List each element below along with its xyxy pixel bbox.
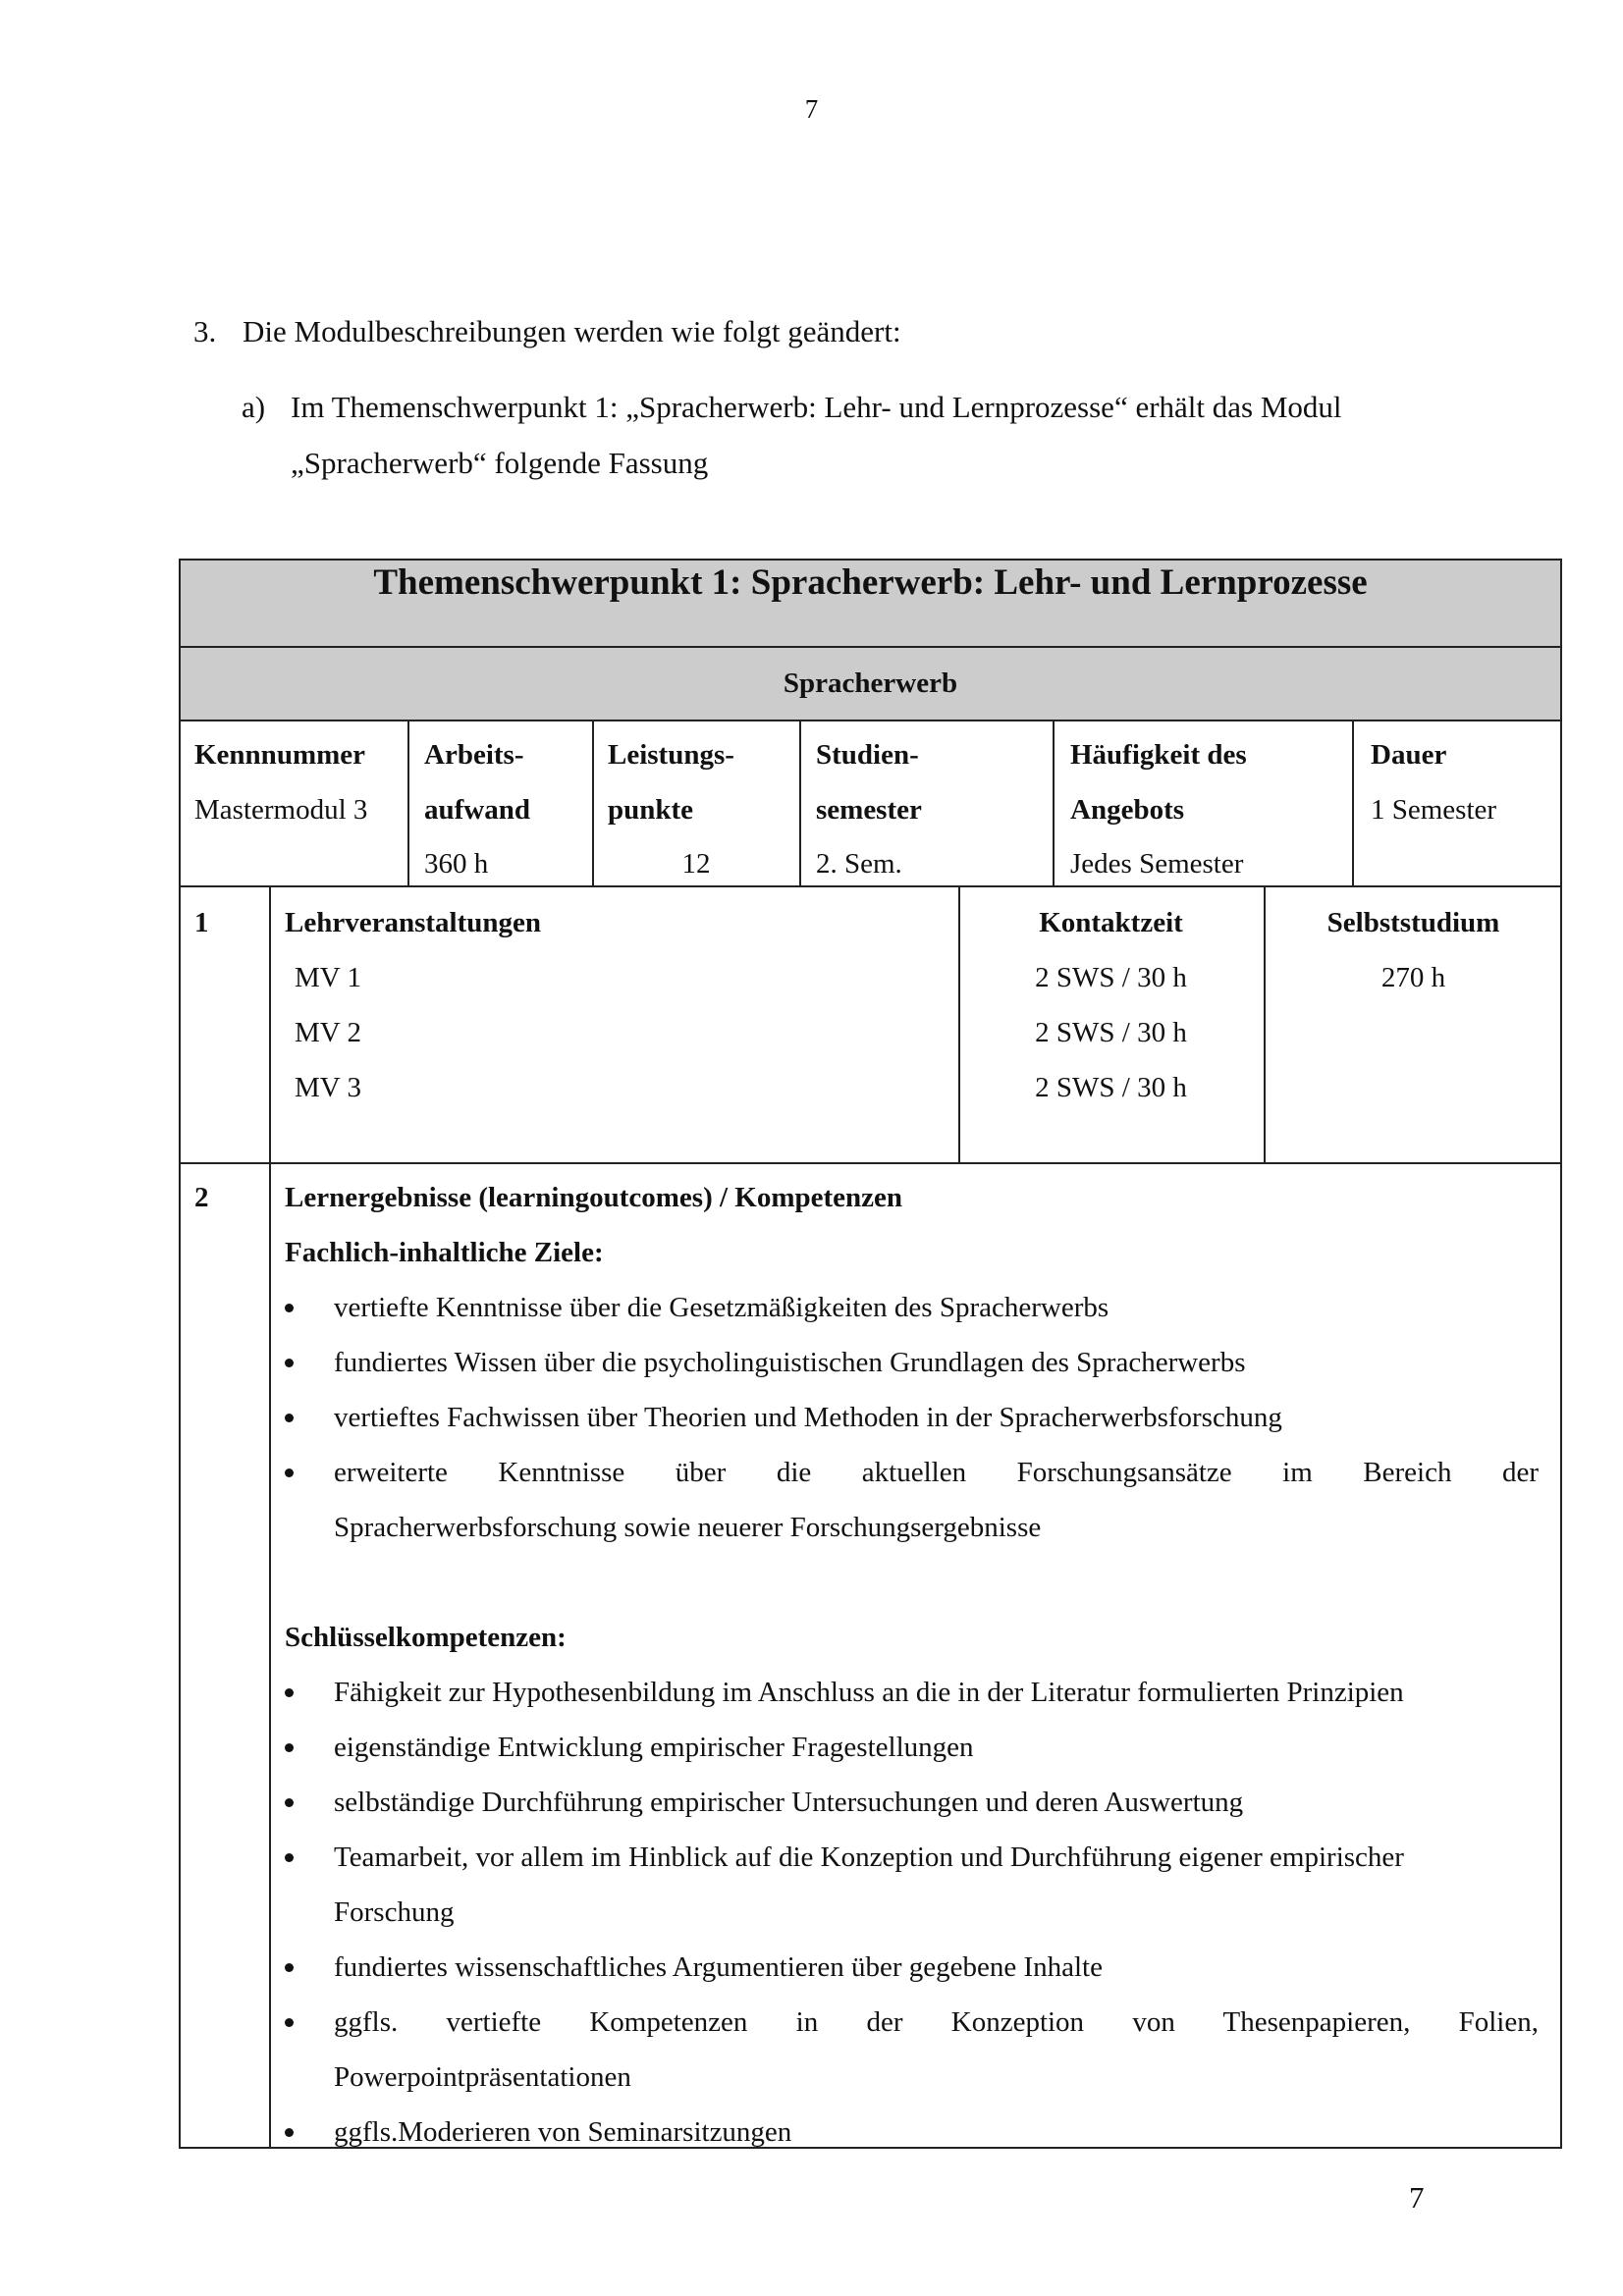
amendment-subitem-label: a) <box>242 390 266 424</box>
arbeitsaufwand-label-1: Arbeits- <box>424 739 524 771</box>
page-number-top: 7 <box>804 94 819 124</box>
selbststudium-value: 270 h <box>1380 962 1446 993</box>
dauer-value: 1 Semester <box>1371 794 1497 826</box>
list-item-text: fundiertes Wissen über die psycholinguistischen Grundlagen des Spracherwerbs <box>334 1347 1246 1378</box>
module-name: Spracherwerb <box>783 667 958 699</box>
divider <box>179 885 1562 887</box>
list-item-text: Fähigkeit zur Hypothesenbildung im Anschluss an die in der Literatur formulierten Prinzipien <box>334 1677 1404 1708</box>
course-name: MV 3 <box>295 1072 361 1103</box>
course-name: MV 1 <box>295 962 361 993</box>
bullet-icon <box>285 1359 294 1367</box>
bullet-icon <box>285 1743 294 1752</box>
course-kontaktzeit: 2 SWS / 30 h <box>1035 1017 1187 1048</box>
lernergebnisse-heading: Lernergebnisse (learningoutcomes) / Kompetenzen <box>285 1182 903 1213</box>
page-number-bottom: 7 <box>1409 2180 1425 2215</box>
bullet-icon <box>285 1963 294 1972</box>
bullet-icon <box>285 1304 294 1312</box>
bullet-icon <box>285 2128 294 2137</box>
kennnummer-label: Kennnummer <box>194 739 365 771</box>
amendment-subitem-text-line2: „Spracherwerb“ folgende Fassung <box>291 446 709 480</box>
list-item-text: selbständige Durchführung empirischer Untersuchungen und deren Auswertung <box>334 1787 1244 1818</box>
divider <box>407 720 409 886</box>
bullet-icon <box>285 2018 294 2027</box>
section-1-number: 1 <box>194 907 209 938</box>
divider <box>799 720 801 886</box>
list-item-text: Forschung <box>334 1896 455 1928</box>
fachlich-heading: Fachlich-inhaltliche Ziele: <box>285 1237 604 1268</box>
module-title: Themenschwerpunkt 1: Spracherwerb: Lehr- und Lernprozesse <box>373 562 1368 603</box>
selbststudium-label: Selbststudium <box>1326 907 1500 938</box>
bullet-icon <box>285 1688 294 1697</box>
list-item-text: vertiefte Kenntnisse über die Gesetzmäßigkeiten des Spracherwerbs <box>334 1292 1109 1323</box>
studiensemester-label-1: Studien- <box>816 739 919 771</box>
dauer-label: Dauer <box>1371 739 1447 771</box>
leistungspunkte-value: 12 <box>681 848 711 880</box>
list-item-text: ggfls.Moderieren von Seminarsitzungen <box>334 2116 792 2148</box>
divider <box>1352 720 1354 886</box>
haeufigkeit-value: Jedes Semester <box>1070 848 1244 880</box>
list-item-text: erweiterte Kenntnisse über die aktuellen Forschungsansätze im Bereich der <box>334 1457 1539 1488</box>
schluessel-heading: Schlüsselkompetenzen: <box>285 1622 567 1653</box>
arbeitsaufwand-label-2: aufwand <box>424 794 530 826</box>
kennnummer-value: Mastermodul 3 <box>194 794 368 826</box>
list-item-text: Powerpointpräsentationen <box>334 2061 631 2093</box>
divider <box>1053 720 1055 886</box>
divider <box>269 885 271 2149</box>
course-kontaktzeit: 2 SWS / 30 h <box>1035 962 1187 993</box>
amendment-item-number: 3. <box>193 314 217 348</box>
amendment-item-text: Die Modulbeschreibungen werden wie folgt geändert: <box>243 314 901 348</box>
studiensemester-value: 2. Sem. <box>816 848 902 880</box>
leistungspunkte-label-2: punkte <box>608 794 694 826</box>
course-kontaktzeit: 2 SWS / 30 h <box>1035 1072 1187 1103</box>
amendment-subitem <box>242 388 1342 427</box>
course-name: MV 2 <box>295 1017 361 1048</box>
studiensemester-label-2: semester <box>816 794 922 826</box>
kontaktzeit-label: Kontaktzeit <box>1039 907 1183 938</box>
amendment-item <box>193 312 901 351</box>
arbeitsaufwand-value: 360 h <box>424 848 489 880</box>
list-item-text: fundiertes wissenschaftliches Argumentieren über gegebene Inhalte <box>334 1951 1103 1983</box>
list-item-text: eigenständige Entwicklung empirischer Fragestellungen <box>334 1732 974 1763</box>
list-item-text: Spracherwerbsforschung sowie neuerer Forschungsergebnisse <box>334 1512 1042 1543</box>
list-item-text: Teamarbeit, vor allem im Hinblick auf die Konzeption und Durchführung eigener empirischer <box>334 1842 1404 1873</box>
bullet-icon <box>285 1853 294 1862</box>
amendment-subitem-text-line1: Im Themenschwerpunkt 1: „Spracherwerb: Lehr- und Lernprozesse“ erhält das Modul <box>291 390 1342 424</box>
bullet-icon <box>285 1798 294 1807</box>
list-item-text: vertieftes Fachwissen über Theorien und Methoden in der Spracherwerbsforschung <box>334 1402 1282 1433</box>
section-2-number: 2 <box>194 1182 209 1213</box>
haeufigkeit-label-2: Angebots <box>1070 794 1185 826</box>
list-item-text: ggfls. vertiefte Kompetenzen in der Konzeption von Thesenpapieren, Folien, <box>334 2006 1539 2038</box>
divider <box>179 1162 1562 1164</box>
haeufigkeit-label-1: Häufigkeit des <box>1070 739 1247 771</box>
leistungspunkte-label-1: Leistungs- <box>608 739 734 771</box>
bullet-icon <box>285 1468 294 1477</box>
lehrveranstaltungen-label: Lehrveranstaltungen <box>285 907 541 938</box>
divider <box>179 646 1562 648</box>
bullet-icon <box>285 1414 294 1422</box>
divider <box>179 720 1562 721</box>
